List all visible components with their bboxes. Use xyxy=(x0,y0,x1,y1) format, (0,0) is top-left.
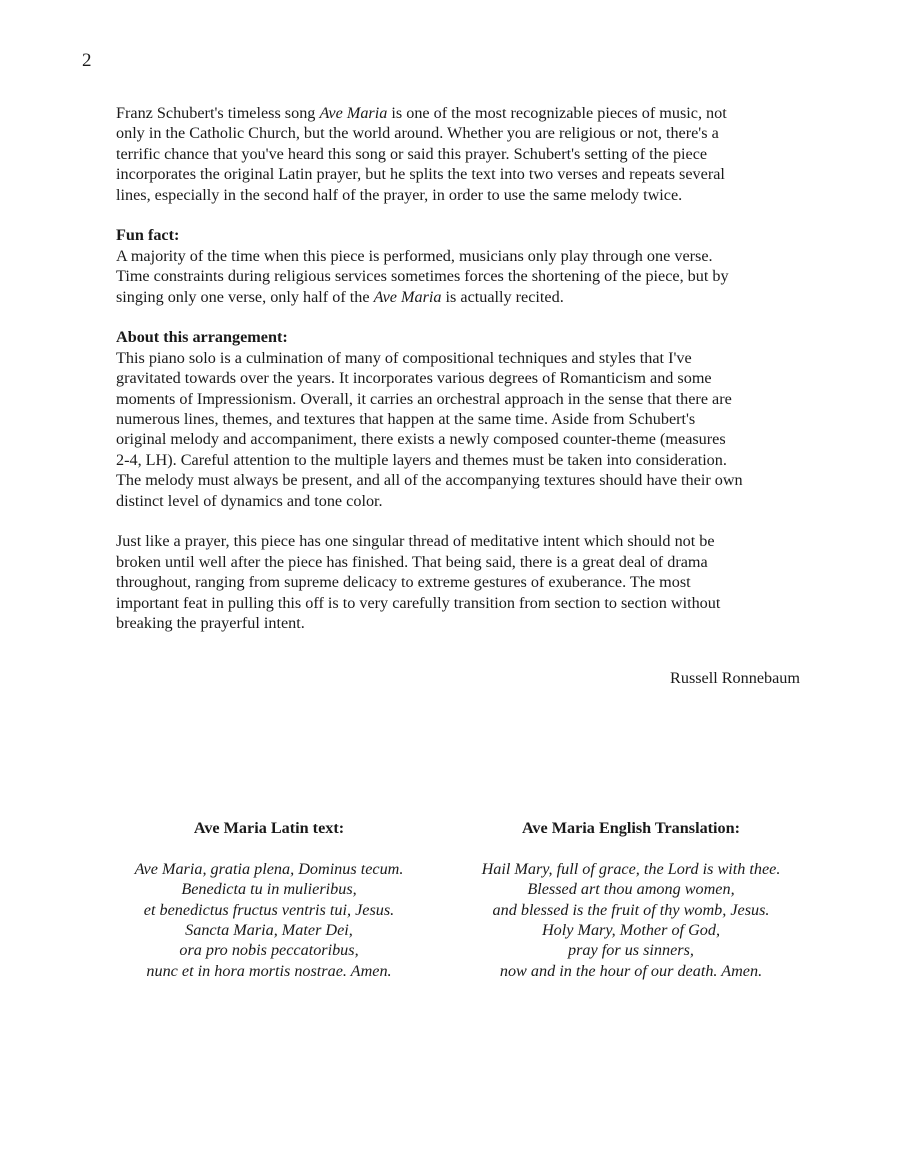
latin-line: Sancta Maria, Mater Dei, xyxy=(185,921,353,940)
song-title-emphasis: Ave Maria xyxy=(319,104,388,122)
intro-line: only in the Catholic Church, but the world around. Whether you are religious or not, there's a xyxy=(116,124,719,143)
arrangement-line: The melody must always be present, and all of the accompanying textures should have their own xyxy=(116,471,743,490)
arrangement-heading: About this arrangement: xyxy=(116,328,288,347)
english-translation-lines xyxy=(466,859,796,981)
intro-line: terrific chance that you've heard this song or said this prayer. Schubert's setting of the piece xyxy=(116,144,708,163)
arrangement-line: original melody and accompaniment, there exists a newly composed counter-theme (measures xyxy=(116,430,726,449)
arrangement-line: 2-4, LH). Careful attention to the multiple layers and themes must be taken into consideration. xyxy=(116,450,727,469)
arrangement-line: numerous lines, themes, and textures that happen at the same time. Aside from Schubert's xyxy=(116,410,696,429)
english-line: Holy Mary, Mother of God, xyxy=(541,921,721,940)
arrangement-line: distinct level of dynamics and tone color. xyxy=(116,491,383,510)
latin-text-lines xyxy=(104,859,434,981)
intro-line: incorporates the original Latin prayer, but he splits the text into two verses and repeats several xyxy=(116,165,725,184)
arrangement-section xyxy=(116,327,816,511)
intro-line: Franz Schubert's timeless song Ave Maria is one of the most recognizable pieces of music, not xyxy=(116,104,727,122)
latin-line: nunc et in hora mortis nostrae. Amen. xyxy=(146,961,392,980)
fun-fact-line: singing only one verse, only half of the Ave Maria is actually recited. xyxy=(116,287,564,306)
latin-text-column xyxy=(104,818,434,981)
prayer-intent-paragraph xyxy=(116,531,816,633)
english-line: and blessed is the fruit of thy womb, Jesus. xyxy=(492,900,770,919)
fun-fact-line: A majority of the time when this piece is performed, musicians only play through one verse. xyxy=(116,246,713,265)
intro-paragraph xyxy=(116,103,816,205)
arrangement-line: This piano solo is a culmination of many of compositional techniques and styles that I've xyxy=(116,348,692,367)
intent-line: important feat in pulling this off is to very carefully transition from section to section without xyxy=(116,593,721,612)
latin-line: et benedictus fructus ventris tui, Jesus. xyxy=(143,900,395,919)
author-signature: Russell Ronnebaum xyxy=(670,669,800,687)
english-line: Blessed art thou among women, xyxy=(527,880,735,899)
song-title-emphasis: Ave Maria xyxy=(373,287,442,306)
english-translation-title: Ave Maria English Translation: xyxy=(521,819,741,837)
intro-line: lines, especially in the second half of the prayer, in order to use the same melody twice. xyxy=(116,185,683,204)
intent-line: breaking the prayerful intent. xyxy=(116,614,305,633)
latin-line: Benedicta tu in mulieribus, xyxy=(181,880,357,899)
fun-fact-section xyxy=(116,225,816,307)
english-line: Hail Mary, full of grace, the Lord is with thee. xyxy=(481,859,781,878)
latin-line: Ave Maria, gratia plena, Dominus tecum. xyxy=(134,859,404,878)
page-number: 2 xyxy=(82,50,92,71)
fun-fact-line: Time constraints during religious services sometimes forces the shortening of the piece, but by xyxy=(116,267,729,286)
intent-line: Just like a prayer, this piece has one singular thread of meditative intent which should not be xyxy=(116,532,715,551)
intent-line: broken until well after the piece has finished. That being said, there is a great deal of drama xyxy=(116,552,708,571)
arrangement-line: moments of Impressionism. Overall, it carries an orchestral approach in the sense that there are xyxy=(116,389,732,408)
fun-fact-heading: Fun fact: xyxy=(116,226,180,245)
intent-line: throughout, ranging from supreme delicacy to extreme gestures of exuberance. The most xyxy=(116,573,691,592)
arrangement-line: gravitated towards over the years. It incorporates various degrees of Romanticism and some xyxy=(116,369,712,388)
body-text xyxy=(116,103,816,634)
latin-line: ora pro nobis peccatoribus, xyxy=(179,941,359,960)
english-translation-column xyxy=(466,818,796,981)
english-line: now and in the hour of our death. Amen. xyxy=(499,961,763,980)
latin-text-title: Ave Maria Latin text: xyxy=(193,819,345,837)
english-line: pray for us sinners, xyxy=(568,941,694,960)
